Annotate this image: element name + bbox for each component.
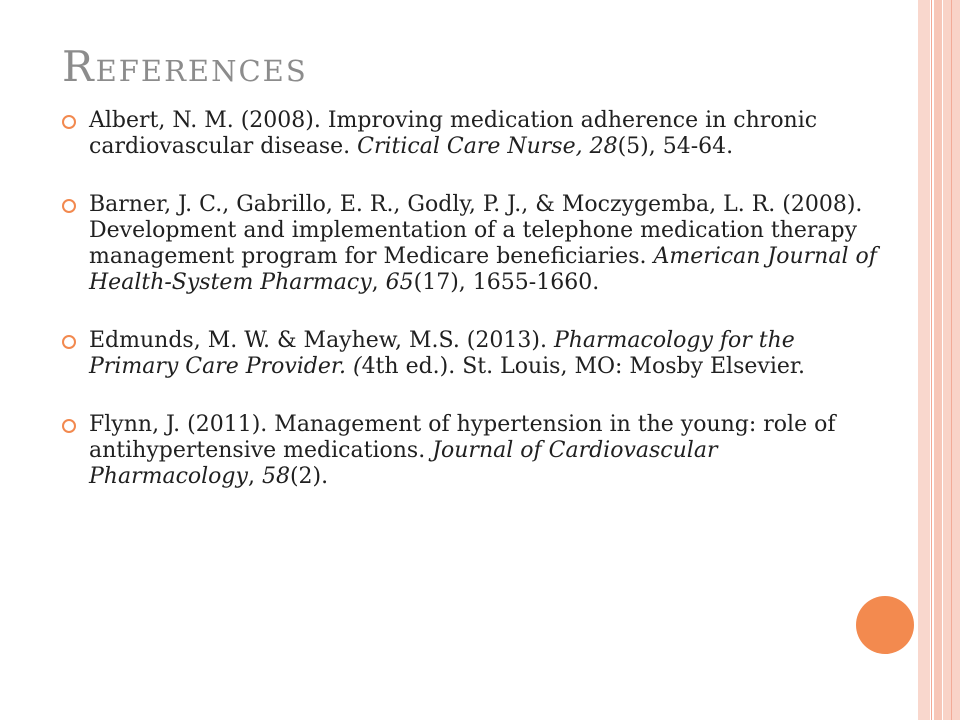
- reference-item: [62, 412, 882, 490]
- reference-text: (2).: [289, 464, 329, 489]
- reference-text: Flynn, J. (2011). Management of hypertension in the young: role of antihypertensive medications.: [89, 412, 836, 463]
- reference-text: Barner, J. C., Gabrillo, E. R., Godly, P. J., & Moczygemba, L. R. (2008). Development and implementation of a telephone medication therapy management program for Medicare beneficiaries.: [89, 192, 863, 269]
- reference-item: [62, 192, 882, 296]
- reference-text: Edmunds, M. W. & Mayhew, M.S. (2013).: [89, 328, 554, 353]
- journal-volume: 58: [261, 464, 290, 489]
- bullet-icon: [62, 419, 76, 433]
- reference-list: [62, 108, 882, 522]
- book-title: Pharmacology for the Primary Care Provider. (: [89, 328, 795, 379]
- right-border-band: [934, 0, 942, 720]
- bullet-icon: [62, 335, 76, 349]
- accent-circle-icon: [856, 596, 914, 654]
- right-border-band: [918, 0, 930, 720]
- journal-title: Critical Care Nurse, 28: [357, 134, 618, 159]
- bullet-icon: [62, 199, 76, 213]
- right-border-line: [951, 0, 952, 720]
- journal-title: Journal of Cardiovascular Pharmacology: [89, 438, 718, 489]
- journal-volume: 65: [385, 270, 414, 295]
- reference-item: [62, 328, 882, 380]
- slide-title: References: [62, 42, 308, 91]
- reference-text: (17), 1655-1660.: [413, 270, 600, 295]
- right-border-line: [931, 0, 932, 720]
- reference-text: 4th ed.). St. Louis, MO: Mosby Elsevier.: [361, 354, 805, 379]
- reference-text: Albert, N. M. (2008). Improving medication adherence in chronic cardiovascular disease.: [89, 108, 818, 159]
- journal-title: American Journal of Health-System Pharmacy: [89, 244, 877, 295]
- reference-text: ,: [247, 464, 262, 489]
- reference-text: (5), 54-64.: [617, 134, 734, 159]
- reference-item: [62, 108, 882, 160]
- bullet-icon: [62, 115, 76, 129]
- reference-text: ,: [371, 270, 386, 295]
